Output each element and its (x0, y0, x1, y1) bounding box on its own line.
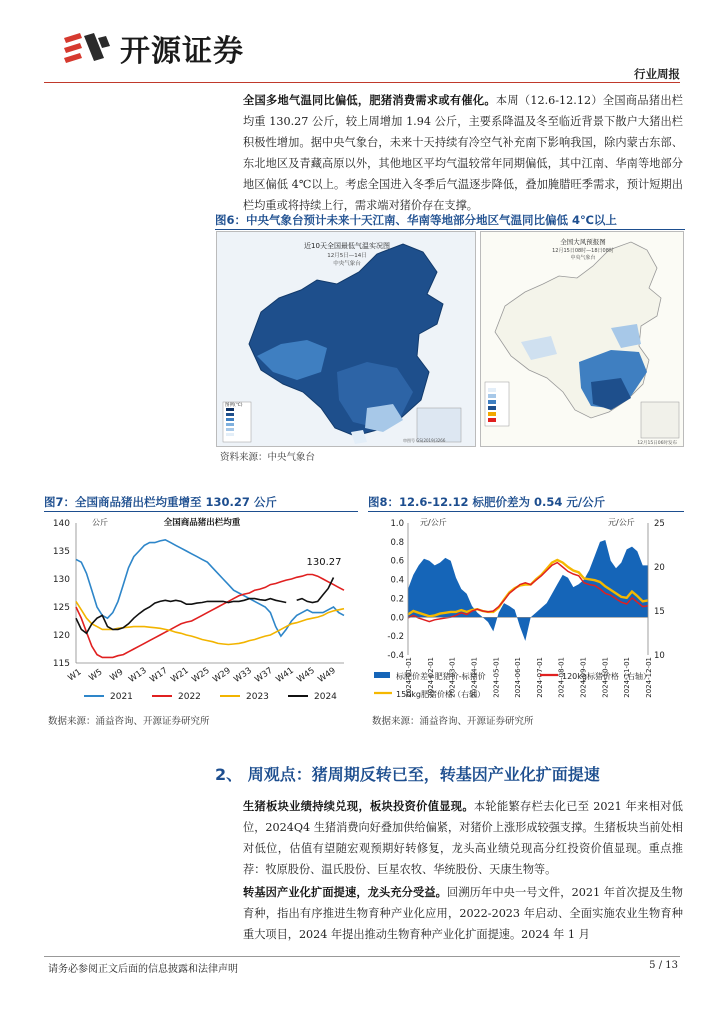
fig8-left-tick: 1.0 (390, 519, 404, 529)
fig8-left-tick: -0.2 (387, 632, 404, 643)
logo-mark-icon (60, 30, 114, 66)
section2-p1-lead: 生猪板块业绩持续兑现，板块投资价值显现。 (243, 799, 474, 813)
fig7-series-2023 (76, 601, 344, 644)
fig7-x-tick: W45 (295, 665, 317, 685)
fig7-x-tick: W5 (87, 667, 105, 684)
fig8-legend-label: 150kg肥猪价格（右轴） (396, 690, 485, 699)
fig6-left-map (216, 231, 476, 447)
fig7-y-tick: 130 (52, 575, 70, 585)
fig7-x-tick: W13 (127, 665, 149, 685)
fig7-x-tick: W25 (190, 665, 212, 685)
fig8-x-tick: 2024-07-01 (535, 657, 544, 698)
section2-p2-body: 回溯历年中央一号文件，2021 年首次提及生物育种，指出有序推进生物育种产业化应用，2022-2023 年启动、全面实施农业生物育种重大项目，2024 年提出推动生物育种产业化扩面提速。2024 年 1 月 (243, 886, 683, 941)
fig8-left-tick: -0.4 (387, 651, 404, 661)
fig6-source: 资料来源：中央气象台 (220, 452, 316, 463)
intro-paragraph (243, 90, 683, 212)
fig8-legend-swatch (374, 672, 390, 678)
left-map-legend-title: 图例(℃) (225, 403, 243, 408)
china-wind-forecast-map (481, 232, 684, 447)
fig7-y-tick: 125 (52, 603, 70, 613)
left-map-org: 中央气象台 (333, 261, 361, 267)
right-map-stamp: 12月15日06时发布 (637, 441, 677, 446)
fig7-x-tick: W49 (316, 665, 338, 685)
header-divider (44, 82, 680, 83)
fig7-x-tick: W9 (108, 667, 126, 684)
fig8-left-tick: 0.4 (390, 575, 404, 586)
fig8-x-tick: 2024-10-01 (601, 657, 610, 698)
fig7-x-tick: W37 (253, 665, 275, 685)
fig7-x-tick: W17 (148, 665, 170, 685)
fig8-title: 图8：12.6-12.12 标肥价差为 0.54 元/公斤 (368, 495, 606, 509)
fig8-x-tick: 2024-06-01 (514, 657, 523, 698)
fig8-x-tick: 2024-04-01 (470, 657, 479, 698)
fig7-legend-label: 2022 (178, 692, 201, 702)
fig6-title: 图6：中央气象台预计未来十天江南、华南等地部分地区气温同比偏低 4℃以上 (215, 213, 617, 227)
fig8-legend-label: 120kg标猪价格（右轴） (562, 672, 651, 681)
fig8-source: 数据来源：涌益咨询、开源证券研究所 (372, 716, 534, 727)
left-map-date: 12月5日—14日 (327, 253, 367, 259)
fig7-legend-label: 2023 (246, 692, 269, 702)
fig7-y-tick: 120 (52, 631, 70, 641)
fig8-x-tick: 2024-03-01 (448, 657, 457, 698)
fig7-x-tick: W21 (169, 665, 191, 685)
fig7-source: 数据来源：涌益咨询、开源证券研究所 (48, 716, 210, 727)
fig8-left-tick: 0.8 (390, 537, 404, 548)
fig7-series-2022 (76, 575, 344, 658)
section2-p1-body: 本轮能繁存栏去化已至 2021 年来相对低位，2024Q4 生猪消费向好叠加供给偏紧，对猪价上涨形成较强支撑。生猪板块当前处相对低位，估值有望随宏观预期好转修复，龙头高业绩兑现高分红投资价值显现。重点推荐：牧原股份、温氏股份、巨星农牧、华统股份、天康生物等。 (243, 800, 683, 876)
fig8-x-tick: 2024-12-01 (645, 657, 653, 698)
fig7-y-tick: 115 (52, 659, 70, 669)
fig7-title: 图7：全国商品猪出栏均重增至 130.27 公斤 (44, 495, 277, 509)
fig7-rule (44, 511, 358, 512)
company-name: 开源证券 (120, 34, 244, 69)
china-temperature-map (217, 232, 476, 447)
fig7-x-tick: W33 (232, 665, 254, 685)
fig7-x-tick: W29 (211, 665, 233, 685)
fig8-right-tick: 25 (654, 519, 665, 529)
fig8-area-chart (368, 513, 686, 709)
fig8-right-tick: 15 (654, 607, 665, 617)
intro-lead: 全国多地气温同比偏低，肥猪消费需求或有催化。 (243, 93, 496, 107)
left-map-title: 近10天全国最低气温实况图 (304, 242, 390, 250)
page-number: 5 / 13 (649, 960, 678, 971)
company-logo (60, 26, 244, 70)
fig8-rule (368, 511, 684, 512)
section2-paragraph-1 (243, 796, 683, 876)
intro-body: 本周（12.6-12.12）全国商品猪出栏均重 130.27 公斤，较上周增加 1.94 公斤，主要系降温及冬至临近背景下散户大猪出栏积极性增加。据中央气象台，未来十天持续有冷空气补充南下影响我国，除内蒙古东部、东北地区及青藏高原以外，其他地区平均气温较常年同期偏低，其中江南、华南等地部分地区偏低 4℃以上。考虑全国进入冬季后气温逐步降低，叠加腌腊旺季需求，预计短期出栏均重或将持续上行，需求端对猪价存在支撑。 (243, 94, 683, 212)
fig7-legend-label: 2021 (110, 692, 133, 702)
fig8-x-tick: 2024-02-01 (426, 657, 435, 698)
fig7-ylabel: 公斤 (92, 518, 108, 527)
fig7-chart-title: 全国商品猪出栏均重 (163, 518, 241, 528)
fig8-ylabel-right: 元/公斤 (608, 518, 635, 527)
fig7-series-2024 (76, 578, 334, 634)
fig7-x-tick: W41 (274, 665, 296, 685)
report-type: 行业周报 (634, 67, 680, 81)
section-heading: 2、 周观点：猪周期反转已至，转基因产业化扩面提速 (215, 765, 600, 784)
footer-disclaimer: 请务必参阅正文后面的信息披露和法律声明 (48, 964, 238, 975)
fig7-x-tick: W1 (66, 667, 84, 684)
fig7-y-tick: 135 (52, 547, 70, 557)
fig8-left-tick: 0.0 (390, 613, 404, 624)
fig7-y-tick: 140 (52, 519, 70, 529)
fig8-x-tick: 2024-01-01 (405, 657, 413, 698)
right-map-org: 中央气象台 (570, 255, 596, 261)
left-map-credit: 审图号 GS(2019)3266 (403, 438, 446, 443)
fig8-x-tick: 2024-05-01 (492, 657, 501, 698)
footer-divider (44, 956, 680, 957)
section2-paragraph-2 (243, 882, 683, 946)
fig8-ylabel-left: 元/公斤 (420, 518, 447, 527)
fig8-right-tick: 20 (654, 563, 665, 573)
fig7-series-2021 (76, 540, 344, 636)
right-map-title: 全国大风预报图 (560, 238, 606, 246)
fig8-left-tick: 0.6 (390, 556, 404, 567)
right-map-date: 12月15日08时—18日08时 (552, 248, 614, 254)
fig7-legend-label: 2024 (314, 692, 337, 702)
fig8-x-tick: 2024-11-01 (623, 657, 632, 698)
fig6-right-map (480, 231, 684, 447)
fig8-x-tick: 2024-09-01 (579, 657, 588, 698)
fig8-right-tick: 10 (654, 651, 665, 661)
fig8-legend-label: 标肥价差=肥猪价-标猪价 (396, 672, 486, 681)
section2-p2-lead: 转基因产业化扩面提速，龙头充分受益。 (243, 885, 447, 899)
fig8-left-tick: 0.2 (390, 594, 404, 605)
fig7-line-chart (44, 513, 358, 709)
fig6-rule (215, 229, 685, 230)
fig8-x-tick: 2024-08-01 (557, 657, 566, 698)
fig7-annotation: 130.27 (306, 557, 342, 568)
